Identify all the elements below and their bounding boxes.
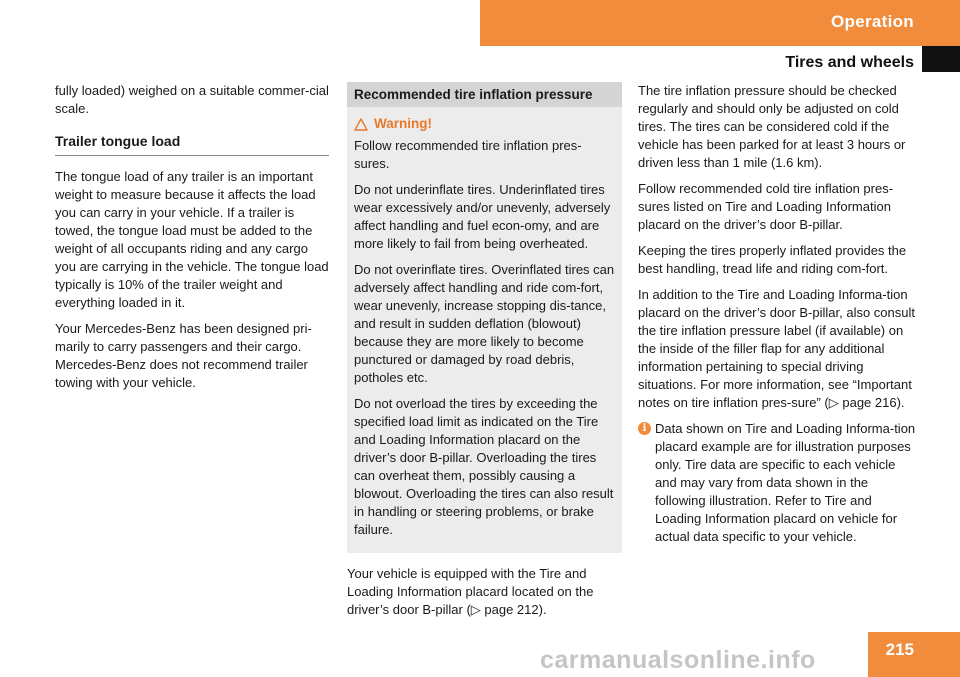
box-body (347, 107, 622, 553)
additional-info-paragraph: In addition to the Tire and Loading Informa-tion placard on the driver’s door B-pillar, also consult the tire inflation pressure label (if available) on the inside of the filler flap for any additional information pertaining to special driving situations. For more information, see “Important notes on tire inflation pres-sure” (▷ page 216). (638, 287, 915, 410)
check-pressure-paragraph: The tire inflation pressure should be checked regularly and should only be adjusted on cold tires. The tires can be considered cold if the vehicle has been parked for at least 3 hours or driven less than 1 mile (1.6 km). (638, 83, 906, 170)
proper-inflation-paragraph: Keeping the tires properly inflated provides the best handling, tread life and riding com-fort. (638, 243, 907, 276)
page-number: 215 (885, 640, 914, 659)
info-icon: i (638, 422, 651, 435)
info-note-text: Data shown on Tire and Loading Informa-tion placard example are for illustration purposes only. Tire data are specific to each vehicle and may vary from data shown in the following illustration. Refer to Tire and Loading Information placard on vehicle for actual data specific to your vehicle. (655, 421, 916, 544)
warning-paragraph-4: Do not overload the tires by exceeding the specified load limit as indicated on the Tire and Loading Information placard on the driver’s door B-pillar. Overloading the tires can overheat them, possibly causing a blowout. Overloading the tires can also result in handling or steering problems, or brake failure. (354, 396, 614, 537)
column-middle (347, 82, 622, 627)
info-note (638, 420, 916, 546)
placard-location-paragraph: Your vehicle is equipped with the Tire and Loading Information placard located on the driver’s door B-pillar (▷ page 212). (347, 566, 594, 617)
warning-label: Warning! (374, 116, 432, 131)
box-title: Recommended tire inflation pressure (347, 82, 622, 107)
cold-pressure-paragraph: Follow recommended cold tire inflation pres-sures listed on Tire and Loading Information placard on the driver’s door B-pillar. (638, 181, 894, 232)
continued-paragraph: fully loaded) weighed on a suitable commer-cial scale. (55, 83, 329, 116)
warning-heading (354, 115, 615, 133)
header-marker (922, 46, 960, 72)
subsection-title: Tires and wheels (785, 54, 914, 71)
watermark: carmanualsonline.info (540, 646, 816, 674)
column-left (55, 82, 329, 400)
warning-triangle-icon (354, 118, 368, 131)
warning-paragraph-3: Do not overinflate tires. Overinflated tires can adversely affect handling and ride com-fort, wear unevenly, increase stopping dis-tance, and result in sudden deflation (blowout) because they are more likely to become punctured or damaged by road debris, potholes etc. (354, 262, 615, 385)
page-number-band (868, 632, 960, 677)
warning-paragraph-1: Follow recommended tire inflation pres-sures. (354, 138, 582, 171)
tongue-load-paragraph: The tongue load of any trailer is an important weight to measure because it affects the load you can carry in your vehicle. If a trailer is towed, the tongue load must be added to the weight of all occupants riding and any cargo you are carrying in the vehicle. The tongue load typically is 10% of the trailer weight and everything loaded in it. (55, 169, 329, 310)
warning-paragraph-2: Do not underinflate tires. Underinflated tires wear excessively and/or unevenly, adversely affect handling and fuel econ-omy, and are more likely to fail from being overheated. (354, 182, 611, 251)
column-right (638, 82, 916, 554)
inflation-pressure-box (347, 82, 622, 553)
towing-paragraph: Your Mercedes-Benz has been designed pri-marily to carry passengers and their cargo. Mercedes-Benz does not recommend trailer towing with your vehicle. (55, 321, 312, 390)
section-title: Operation (831, 12, 914, 31)
trailer-tongue-load-heading: Trailer tongue load (55, 132, 329, 156)
